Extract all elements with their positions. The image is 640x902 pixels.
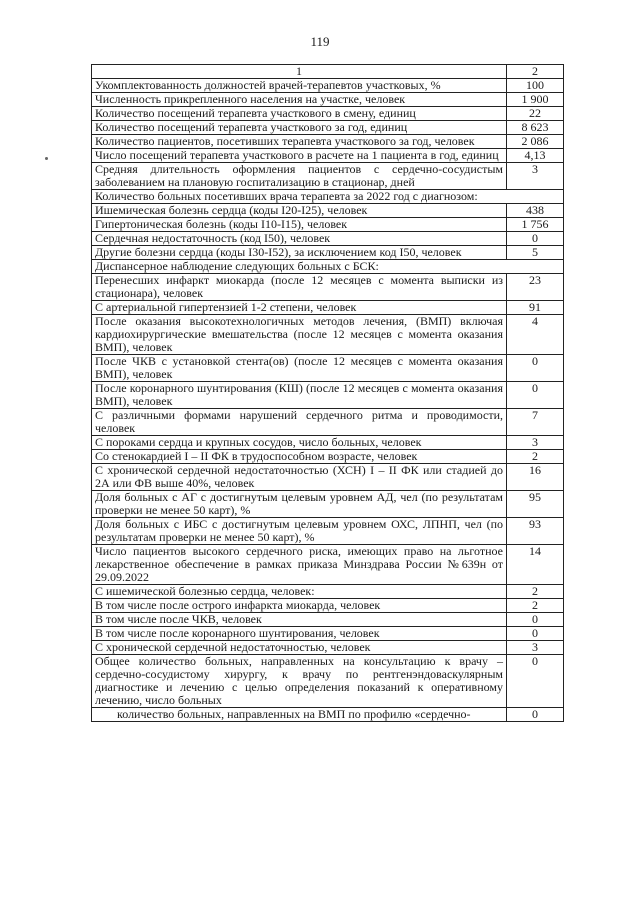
- table-row: [92, 79, 564, 93]
- section-heading-cell: Диспансерное наблюдение следующих больных с БСК:: [92, 260, 564, 274]
- table-row: [92, 355, 564, 382]
- indicator-value: 0: [507, 613, 564, 627]
- table-row: [92, 190, 564, 204]
- indicator-value: 95: [507, 491, 564, 518]
- table-row: [92, 655, 564, 708]
- indicator-value: 3: [507, 163, 564, 190]
- table-row: [92, 450, 564, 464]
- indicator-value: 22: [507, 107, 564, 121]
- indicator-value: 3: [507, 436, 564, 450]
- table-row: [92, 204, 564, 218]
- indicator-value: 0: [507, 655, 564, 708]
- indicator-label: Количество посещений терапевта участкового в смену, единиц: [92, 107, 507, 121]
- indicator-label: Перенесших инфаркт миокарда (после 12 месяцев с момента выписки из стационара), человек: [92, 274, 507, 301]
- indicator-value: 91: [507, 301, 564, 315]
- table-row: [92, 613, 564, 627]
- indicator-value: 5: [507, 246, 564, 260]
- indicator-value: 14: [507, 545, 564, 585]
- indicator-value: 7: [507, 409, 564, 436]
- indicator-label: Укомплектованность должностей врачей-терапевтов участковых, %: [92, 79, 507, 93]
- table-row: [92, 135, 564, 149]
- table-row: [92, 409, 564, 436]
- indicator-value: 23: [507, 274, 564, 301]
- indicator-value: 2: [507, 585, 564, 599]
- table-row: [92, 464, 564, 491]
- header-col-2: 2: [507, 65, 564, 79]
- indicator-label: С хронической сердечной недостаточностью (ХСН) I – II ФК или стадией до 2А или ФВ выше 40%, человек: [92, 464, 507, 491]
- indicator-label: После коронарного шунтирования (КШ) (после 12 месяцев с момента оказания ВМП), человек: [92, 382, 507, 409]
- table-row: [92, 627, 564, 641]
- indicator-label: Численность прикрепленного населения на участке, человек: [92, 93, 507, 107]
- indicator-label: Число пациентов высокого сердечного риска, имеющих право на льготное лекарственное обеспечение в рамках приказа Минздрава России №639н от 29.09.2022: [92, 545, 507, 585]
- table-row: [92, 315, 564, 355]
- table-row: [92, 585, 564, 599]
- indicator-value: 2 086: [507, 135, 564, 149]
- indicator-label: С различными формами нарушений сердечного ритма и проводимости, человек: [92, 409, 507, 436]
- table-row: [92, 641, 564, 655]
- indicator-label: Ишемическая болезнь сердца (коды I20-I25), человек: [92, 204, 507, 218]
- indicator-label: Со стенокардией I – II ФК в трудоспособном возрасте, человек: [92, 450, 507, 464]
- indicator-label: Доля больных с АГ с достигнутым целевым уровнем АД, чел (по результатам проверки не менее 50 карт), %: [92, 491, 507, 518]
- table-row: [92, 232, 564, 246]
- indicator-label: Число посещений терапевта участкового в расчете на 1 пациента в год, единиц: [92, 149, 507, 163]
- indicator-label: В том числе после ЧКВ, человек: [92, 613, 507, 627]
- indicator-value: 4,13: [507, 149, 564, 163]
- indicator-value: 1 756: [507, 218, 564, 232]
- indicator-value: 0: [507, 382, 564, 409]
- header-col-1: 1: [92, 65, 507, 79]
- table-row: [92, 708, 564, 722]
- table-row: [92, 518, 564, 545]
- indicator-label: Сердечная недостаточность (код I50), человек: [92, 232, 507, 246]
- indicator-value: 1 900: [507, 93, 564, 107]
- indicator-label: После ЧКВ с установкой стента(ов) (после 12 месяцев с момента оказания ВМП), человек: [92, 355, 507, 382]
- indicator-value: 3: [507, 641, 564, 655]
- table-row: [92, 260, 564, 274]
- indicator-value: 93: [507, 518, 564, 545]
- indicator-label: Количество посещений терапевта участкового за год, единиц: [92, 121, 507, 135]
- indicator-value: 0: [507, 627, 564, 641]
- indicator-label: С ишемической болезнью сердца, человек:: [92, 585, 507, 599]
- table-header-row: [92, 65, 564, 79]
- indicator-label: количество больных, направленных на ВМП по профилю «сердечно-: [92, 708, 507, 722]
- indicator-value: 8 623: [507, 121, 564, 135]
- indicator-value: 4: [507, 315, 564, 355]
- table-row: [92, 491, 564, 518]
- scan-speck: [45, 157, 48, 160]
- indicator-label: С артериальной гипертензией 1-2 степени, человек: [92, 301, 507, 315]
- table-row: [92, 301, 564, 315]
- indicator-label: Гипертоническая болезнь (коды I10-I15), человек: [92, 218, 507, 232]
- table-row: [92, 107, 564, 121]
- table-row: [92, 382, 564, 409]
- indicator-label: Средняя длительность оформления пациентов с сердечно-сосудистым заболеванием на плановую госпитализацию в стационар, дней: [92, 163, 507, 190]
- indicators-table: [91, 64, 564, 722]
- indicator-value: 0: [507, 232, 564, 246]
- table-row: [92, 436, 564, 450]
- indicator-value: 16: [507, 464, 564, 491]
- indicator-value: 2: [507, 450, 564, 464]
- indicator-label: После оказания высокотехнологичных методов лечения, (ВМП) включая кардиохирургические вмешательства (после 12 месяцев с момента оказания ВМП), человек: [92, 315, 507, 355]
- indicator-value: 0: [507, 355, 564, 382]
- table-row: [92, 545, 564, 585]
- table-row: [92, 149, 564, 163]
- table-row: [92, 121, 564, 135]
- indicator-label: В том числе после острого инфаркта миокарда, человек: [92, 599, 507, 613]
- indicator-label: Количество пациентов, посетивших терапевта участкового за год, человек: [92, 135, 507, 149]
- table-row: [92, 599, 564, 613]
- indicator-value: 100: [507, 79, 564, 93]
- table-row: [92, 274, 564, 301]
- indicator-label: Общее количество больных, направленных на консультацию к врачу – сердечно-сосудистому хирургу, к врачу по рентгенэндоваскулярным диагностике и лечению с целью определения показаний к оперативному лечению, число больных: [92, 655, 507, 708]
- section-heading-cell: Количество больных посетивших врача терапевта за 2022 год с диагнозом:: [92, 190, 564, 204]
- indicator-value: 2: [507, 599, 564, 613]
- table-row: [92, 218, 564, 232]
- page-number: 119: [310, 34, 330, 49]
- indicator-label: С хронической сердечной недостаточностью, человек: [92, 641, 507, 655]
- table-row: [92, 246, 564, 260]
- table-row: [92, 93, 564, 107]
- indicator-label: С пороками сердца и крупных сосудов, число больных, человек: [92, 436, 507, 450]
- indicator-label: В том числе после коронарного шунтирования, человек: [92, 627, 507, 641]
- indicator-label: Доля больных с ИБС с достигнутым целевым уровнем ОХС, ЛПНП, чел (по результатам проверки не менее 50 карт), %: [92, 518, 507, 545]
- indicator-value: 0: [507, 708, 564, 722]
- table-row: [92, 163, 564, 190]
- indicator-value: 438: [507, 204, 564, 218]
- indicator-label: Другие болезни сердца (коды I30-I52), за исключением код I50, человек: [92, 246, 507, 260]
